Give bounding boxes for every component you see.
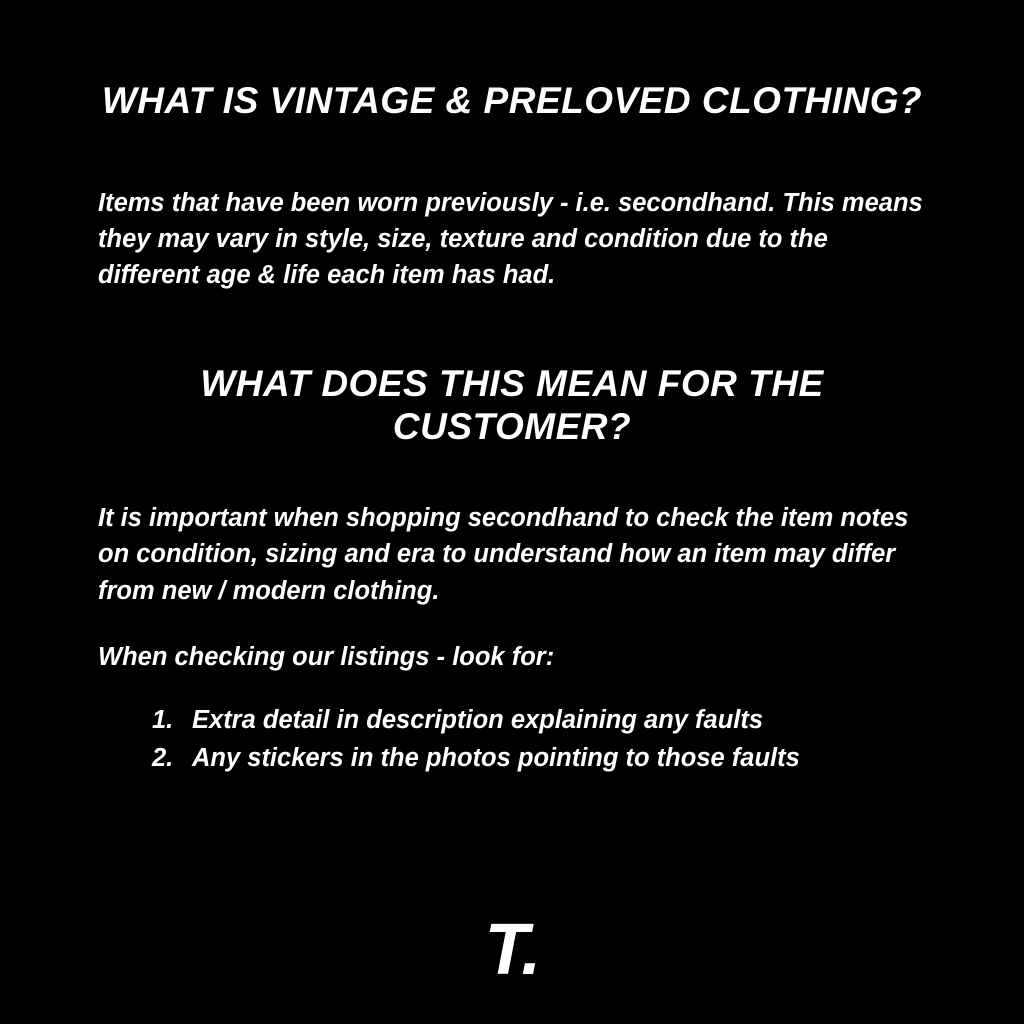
logo-wordmark: T.: [484, 910, 540, 990]
section-heading-line-2: CUSTOMER?: [392, 405, 632, 447]
list-item: [152, 701, 950, 739]
importance-paragraph: It is important when shopping secondhand to check the item notes on condition, sizing and era to understand how an item may differ from new / modern clothing.: [98, 504, 909, 605]
spacer: [74, 293, 950, 363]
definition-paragraph: Items that have been worn previously - i.e. secondhand. This means they may vary in style, size, texture and condition due to the different age & life each item has had.: [98, 188, 923, 289]
spacer: [74, 448, 950, 500]
list-item-number: 2.: [152, 744, 174, 773]
list-item-label: Extra detail in description explaining any faults: [192, 706, 764, 735]
look-for-list: [74, 701, 950, 778]
look-for-intro: When checking our listings - look for:: [98, 642, 555, 671]
spacer: [74, 609, 950, 639]
section-heading-line-1: WHAT DOES THIS MEAN FOR THE: [200, 363, 824, 405]
spacer: [74, 123, 950, 185]
section-heading-group: [74, 363, 950, 448]
brand-logo: [0, 910, 1024, 990]
list-item: [152, 739, 950, 777]
list-item-label: Any stickers in the photos pointing to those faults: [192, 744, 800, 773]
list-item-number: 1.: [152, 706, 174, 735]
page-title: WHAT IS VINTAGE & PRELOVED CLOTHING?: [101, 80, 923, 121]
